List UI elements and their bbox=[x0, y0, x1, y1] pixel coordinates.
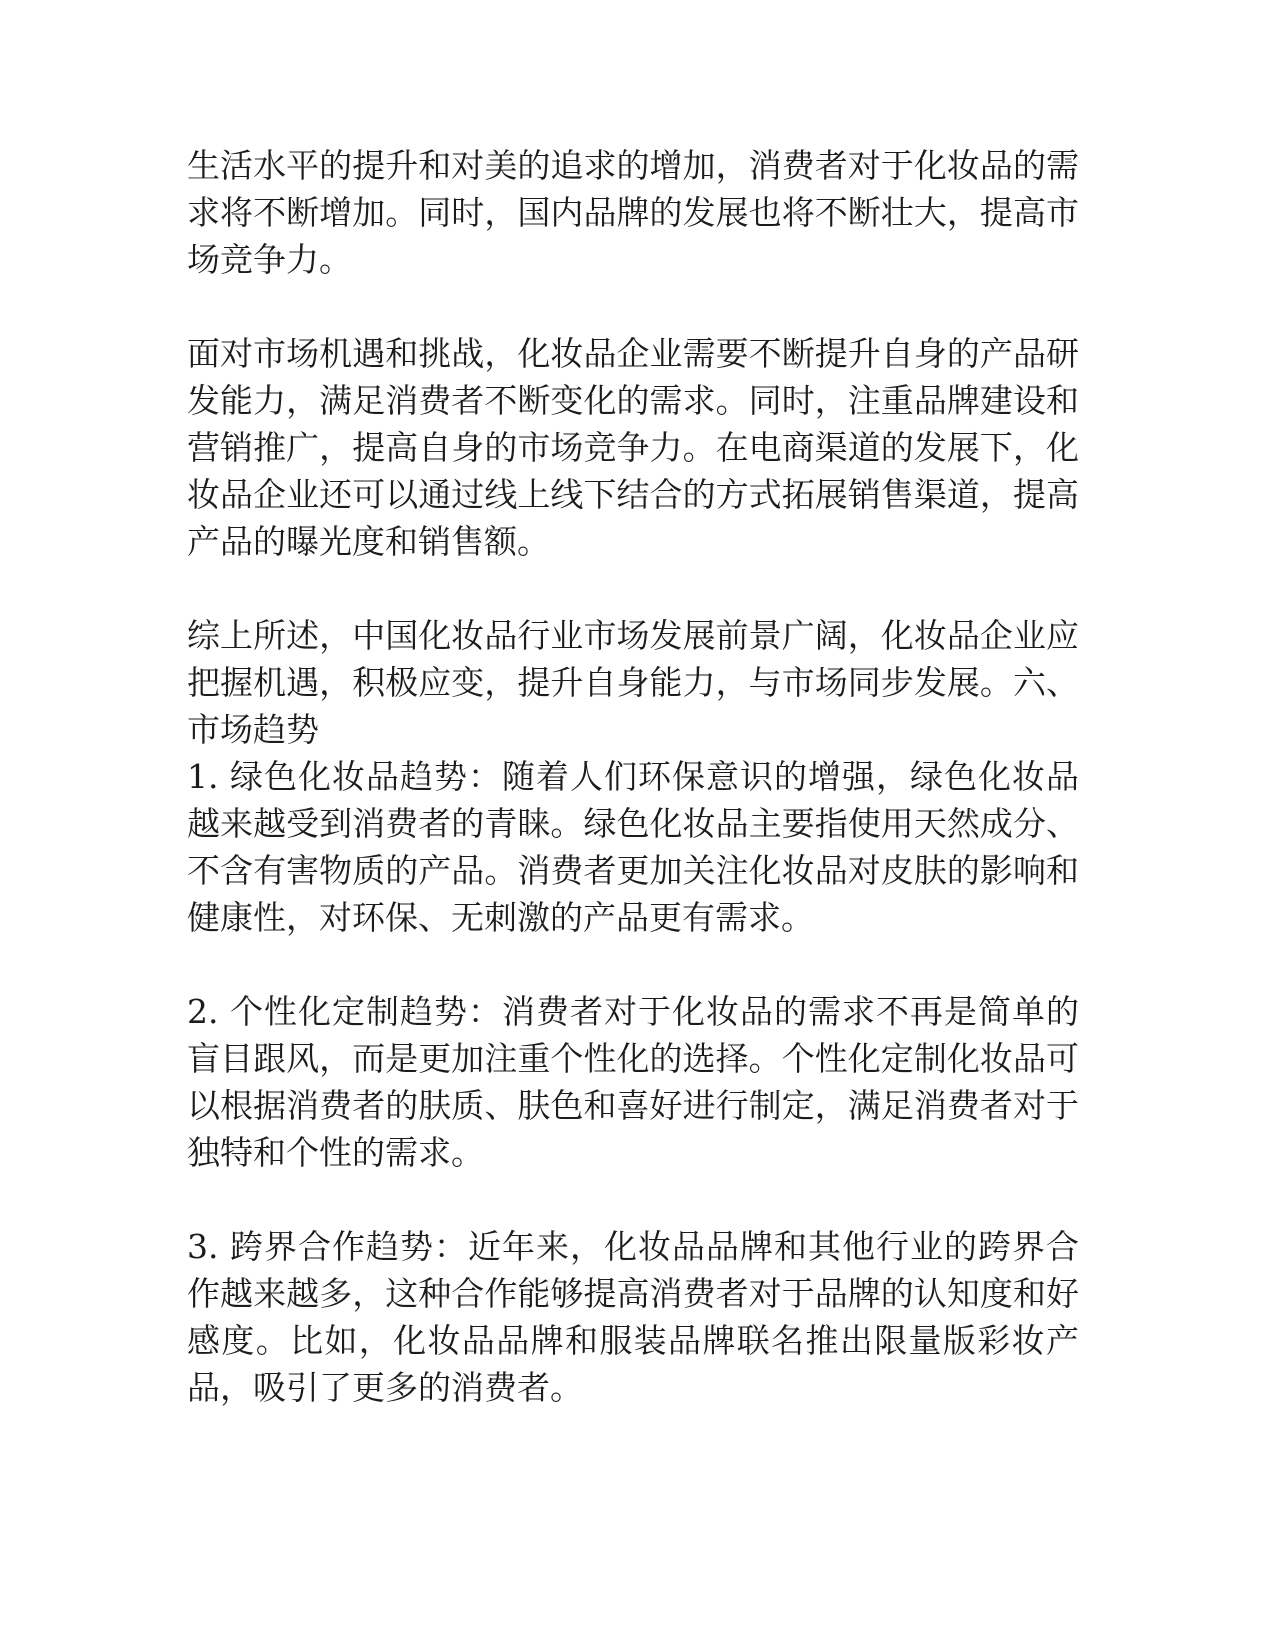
paragraph-trend-green: 1. 绿色化妆品趋势：随着人们环保意识的增强，绿色化妆品越来越受到消费者的青睐。绿色化妆品主要指使用天然成分、不含有害物质的产品。消费者更加关注化妆品对皮肤的影响和健康性，对环保、无刺激的产品更有需求。 bbox=[187, 757, 1079, 937]
paragraph-spacer bbox=[187, 565, 1079, 612]
paragraph-summary: 综上所述，中国化妆品行业市场发展前景广阔，化妆品企业应把握机遇，积极应变，提升自身能力，与市场同步发展。六、市场趋势 bbox=[187, 616, 1079, 749]
document-body bbox=[187, 142, 1079, 1411]
paragraph-opportunities: 面对市场机遇和挑战，化妆品企业需要不断提升自身的产品研发能力，满足消费者不断变化的需求。同时，注重品牌建设和营销推广，提高自身的市场竞争力。在电商渠道的发展下，化妆品企业还可以通过线上线下结合的方式拓展销售渠道，提高产品的曝光度和销售额。 bbox=[187, 334, 1079, 561]
paragraph-consumer-demand: 生活水平的提升和对美的追求的增加，消费者对于化妆品的需求将不断增加。同时，国内品牌的发展也将不断壮大，提高市场竞争力。 bbox=[187, 146, 1079, 279]
paragraph-spacer bbox=[187, 283, 1079, 330]
paragraph-trend-crossover: 3. 跨界合作趋势：近年来，化妆品品牌和其他行业的跨界合作越来越多，这种合作能够提高消费者对于品牌的认知度和好感度。比如，化妆品品牌和服装品牌联名推出限量版彩妆产品，吸引了更多的消费者。 bbox=[187, 1227, 1079, 1407]
paragraph-spacer bbox=[187, 1176, 1079, 1223]
paragraph-trend-custom: 2. 个性化定制趋势：消费者对于化妆品的需求不再是简单的盲目跟风，而是更加注重个性化的选择。个性化定制化妆品可以根据消费者的肤质、肤色和喜好进行制定，满足消费者对于独特和个性的需求。 bbox=[187, 992, 1079, 1172]
paragraph-spacer bbox=[187, 941, 1079, 988]
